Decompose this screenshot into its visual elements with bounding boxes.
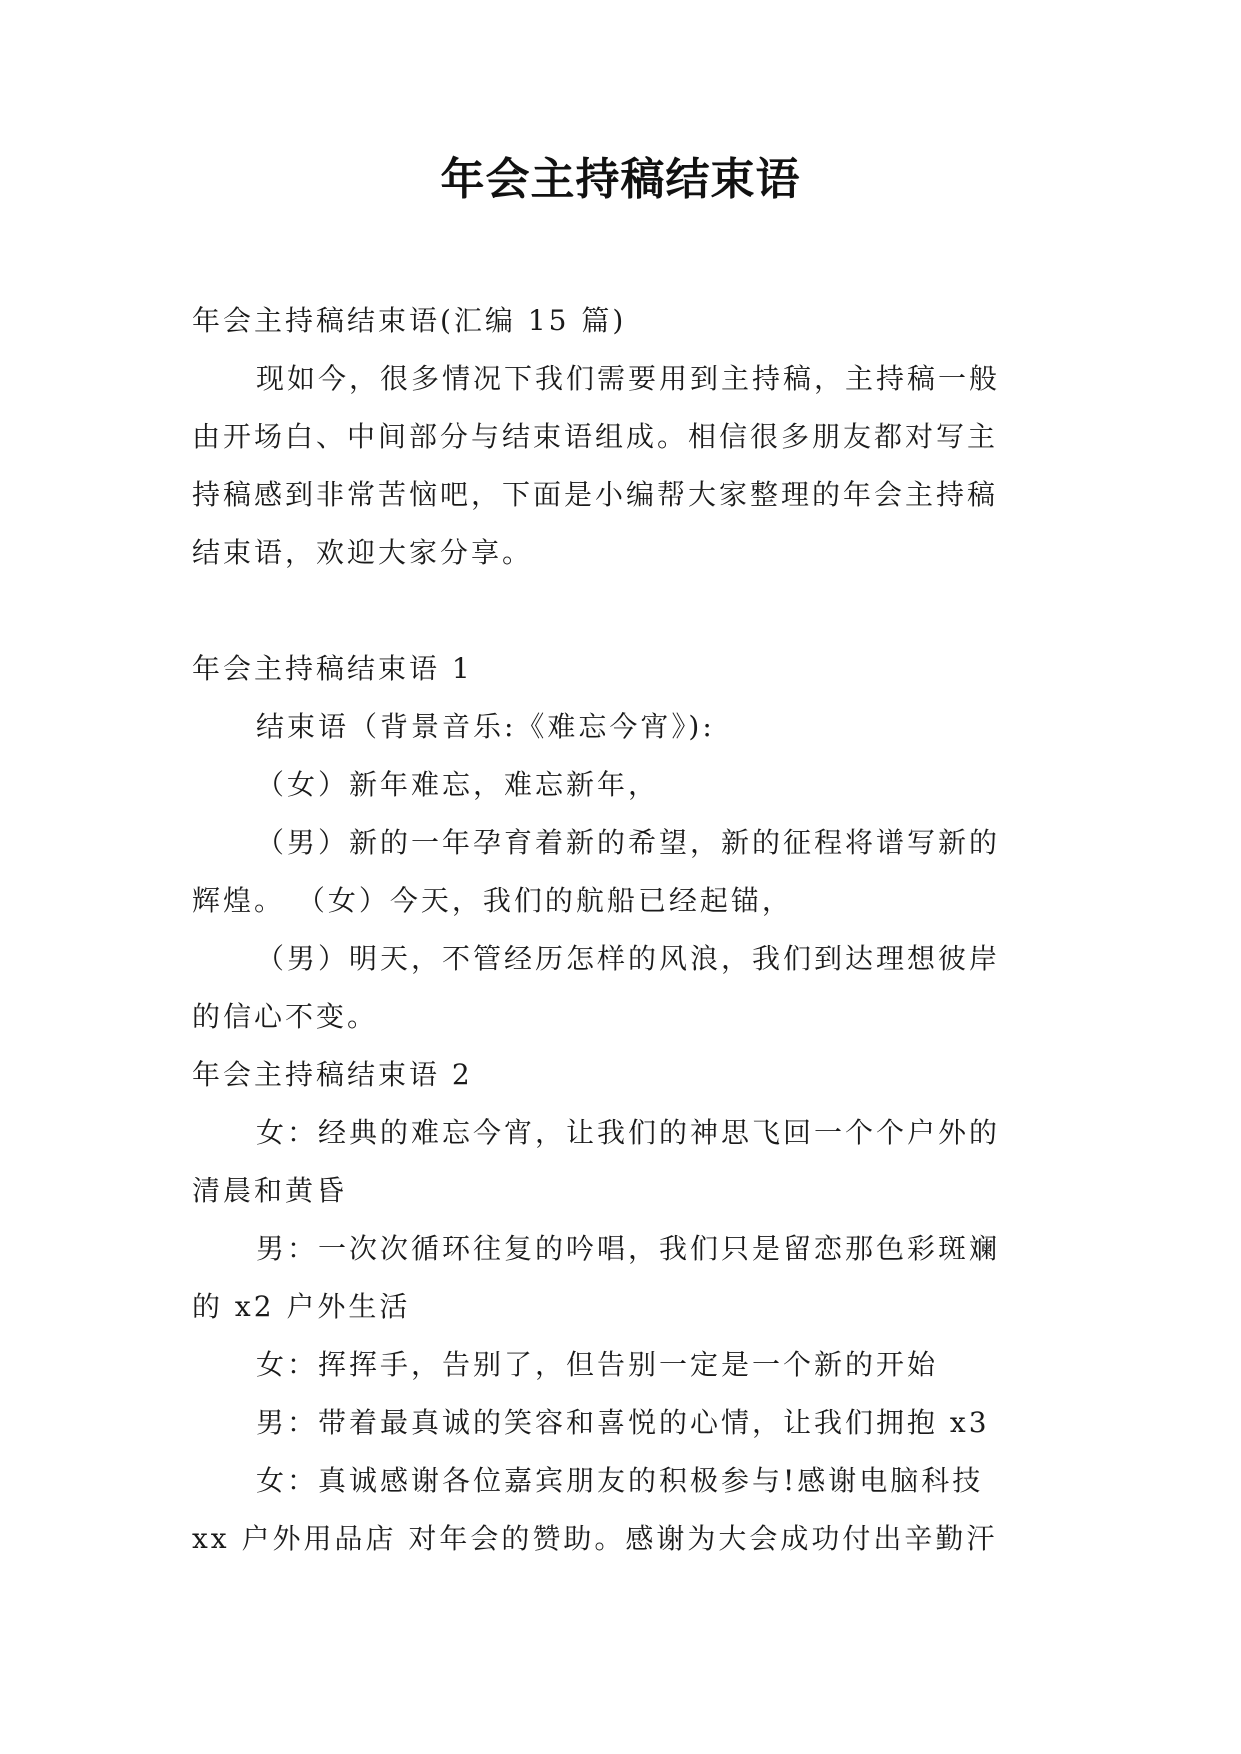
section2-line: 的 x2 户外生活 xyxy=(192,1290,411,1323)
section2-line: 女：真诚感谢各位嘉宾朋友的积极参与!感谢电脑科技 xyxy=(256,1464,984,1497)
section1-line: （男）新的一年孕育着新的希望，新的征程将谱写新的 xyxy=(256,826,1001,859)
section1-line: （男）明天，不管经历怎样的风浪，我们到达理想彼岸 xyxy=(256,942,1001,975)
section1-line: 结束语（背景音乐:《难忘今宵》): xyxy=(256,710,715,743)
section1-line: 的信心不变。 xyxy=(192,1000,379,1033)
section2-line: 男：带着最真诚的笑容和喜悦的心情，让我们拥抱 x3 xyxy=(256,1406,990,1439)
document-title: 年会主持稿结束语 xyxy=(440,154,801,205)
intro-line: 由开场白、中间部分与结束语组成。相信很多朋友都对写主 xyxy=(192,420,999,453)
document-body xyxy=(192,292,1052,1568)
document-subtitle: 年会主持稿结束语(汇编 15 篇) xyxy=(192,304,627,337)
section2-line: 清晨和黄昏 xyxy=(192,1174,348,1207)
section1-line: （女）新年难忘，难忘新年， xyxy=(256,768,660,801)
intro-line: 结束语，欢迎大家分享。 xyxy=(192,536,534,569)
section1-line: 辉煌。 （女）今天，我们的航船已经起锚， xyxy=(192,884,793,917)
section2-line: 女：经典的难忘今宵，让我们的神思飞回一个个户外的 xyxy=(256,1116,1001,1149)
paragraph-gap xyxy=(192,582,1052,640)
section-heading-1: 年会主持稿结束语 1 xyxy=(192,652,473,685)
section-heading-2: 年会主持稿结束语 2 xyxy=(192,1058,473,1091)
section2-line: xx 户外用品店 对年会的赞助。感谢为大会成功付出辛勤汗 xyxy=(192,1522,998,1555)
intro-line: 持稿感到非常苦恼吧，下面是小编帮大家整理的年会主持稿 xyxy=(192,478,999,511)
section2-line: 女：挥挥手，告别了，但告别一定是一个新的开始 xyxy=(256,1348,939,1381)
intro-line: 现如今，很多情况下我们需要用到主持稿，主持稿一般 xyxy=(256,362,1001,395)
section2-line: 男：一次次循环往复的吟唱，我们只是留恋那色彩斑斓 xyxy=(256,1232,1001,1265)
